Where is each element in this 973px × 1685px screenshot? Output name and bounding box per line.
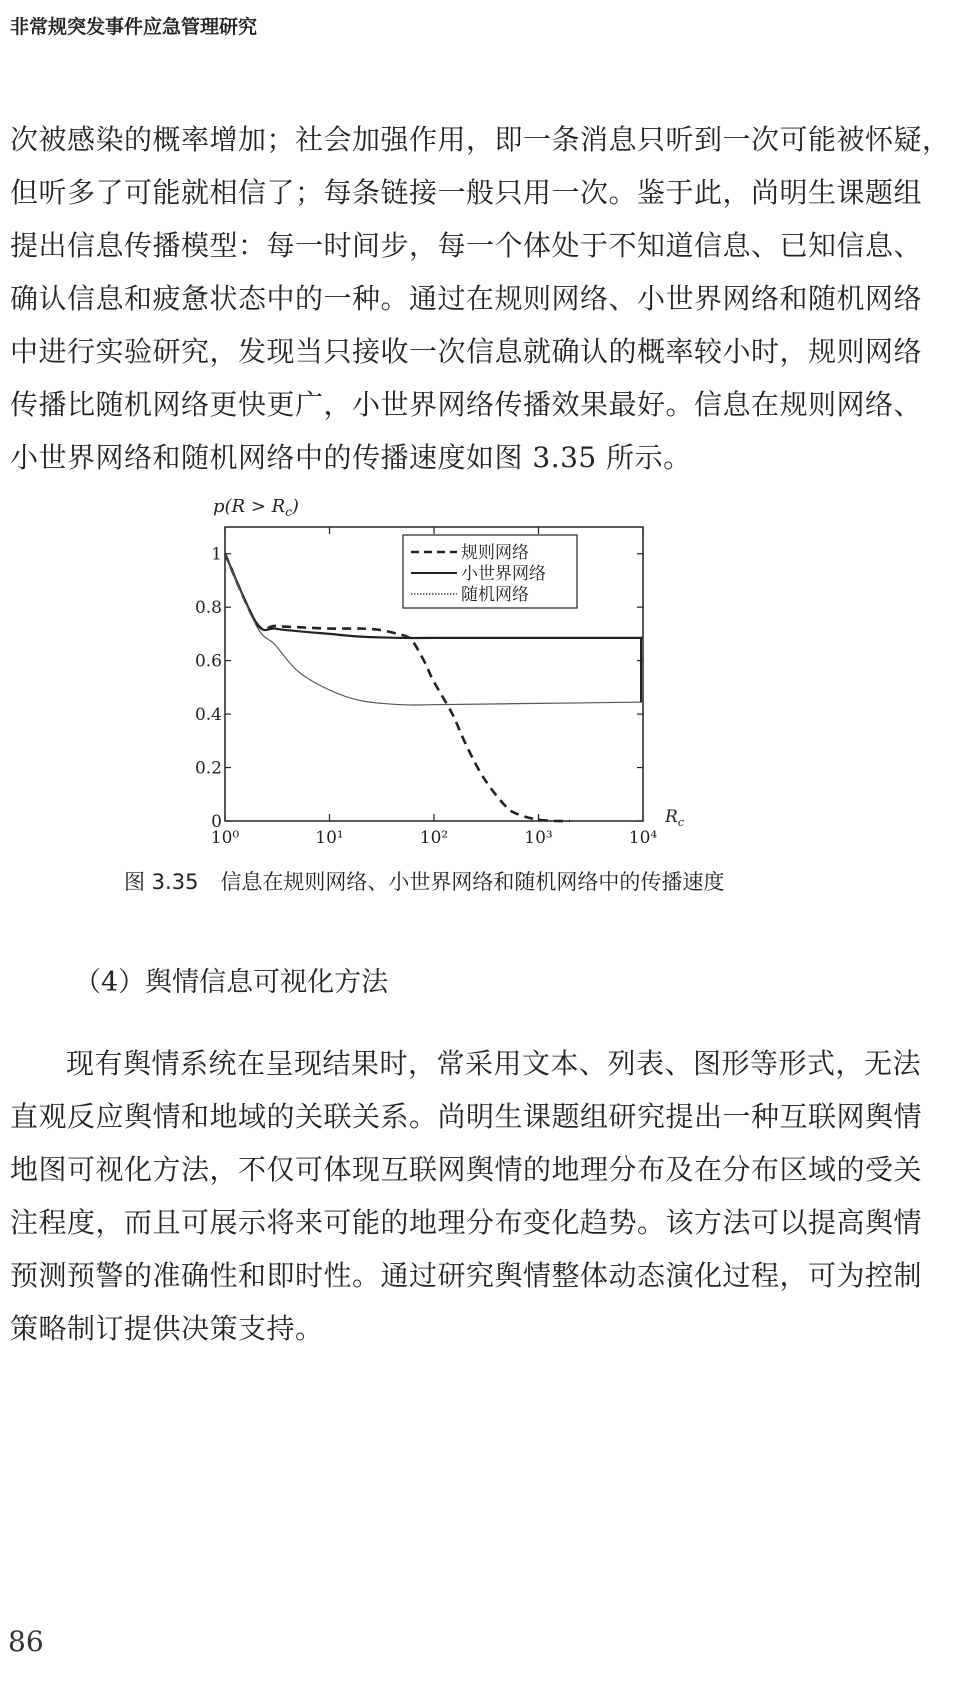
figure-caption (124, 866, 724, 896)
x-tick-label: 10⁴ (628, 828, 658, 848)
text-line: 提出信息传播模型：每一时间步，每一个体处于不知道信息、已知信息、 (10, 229, 923, 262)
section-heading: （4）舆情信息可视化方法 (74, 967, 389, 998)
x-tick-label: 10² (419, 828, 449, 848)
body-paragraph-2 (10, 1037, 962, 1355)
propagation-speed-chart (195, 490, 715, 860)
text-line: 传播比随机网络更快更广，小世界网络传播效果最好。信息在规则网络、 (10, 388, 923, 421)
x-tick-label: 10¹ (315, 828, 344, 848)
text-line: 策略制订提供决策支持。 (10, 1312, 324, 1345)
text-line: 现有舆情系统在呈现结果时，常采用文本、列表、图形等形式，无法 (66, 1047, 922, 1080)
y-tick-label: 0.6 (195, 651, 222, 672)
figure-caption-number: 图 3.35 (124, 870, 199, 894)
text-line: 确认信息和疲惫状态中的一种。通过在规则网络、小世界网络和随机网络 (10, 282, 923, 315)
y-tick-label: 0.8 (195, 598, 222, 619)
running-head: 非常规突发事件应急管理研究 (10, 16, 258, 38)
body-paragraph-1 (10, 113, 962, 484)
figure-caption-text: 信息在规则网络、小世界网络和随机网络中的传播速度 (220, 870, 725, 894)
text-line: 地图可视化方法，不仅可体现互联网舆情的地理分布及在分布区域的受关 (10, 1153, 923, 1186)
legend-label-small-world: 小世界网络 (461, 564, 546, 584)
text-line: 预测预警的准确性和即时性。通过研究舆情整体动态演化过程，可为控制 (10, 1259, 923, 1292)
text-line: 直观反应舆情和地域的关联关系。尚明生课题组研究提出一种互联网舆情 (10, 1100, 923, 1133)
text-line: 次被感染的概率增加；社会加强作用，即一条消息只听到一次可能被怀疑， (10, 123, 951, 156)
y-axis-label: $p(R > R_c)$ (213, 496, 299, 519)
text-line: 中进行实验研究，发现当只接收一次信息就确认的概率较小时，规则网络 (10, 335, 923, 368)
text-line: 但听多了可能就相信了；每条链接一般只用一次。鉴于此，尚明生课题组 (10, 176, 923, 209)
x-tick-label: 10⁰ (210, 828, 240, 848)
text-line: 小世界网络和随机网络中的传播速度如图 3.35 所示。 (10, 441, 692, 474)
y-tick-label: 0.2 (195, 758, 222, 779)
y-tick-label: 0 (211, 812, 222, 832)
y-tick-label: 1 (211, 544, 222, 565)
page-number: 86 (8, 1625, 44, 1658)
legend-label-regular: 规则网络 (461, 543, 529, 563)
x-axis-label: $R_c$ (665, 807, 684, 829)
text-line: 注程度，而且可展示将来可能的地理分布变化趋势。该方法可以提高舆情 (10, 1206, 923, 1239)
figure-3-35 (195, 490, 715, 860)
y-tick-label: 0.4 (195, 705, 222, 726)
legend (403, 535, 577, 608)
legend-label-random: 随机网络 (461, 585, 529, 605)
x-tick-label: 10³ (524, 828, 553, 848)
